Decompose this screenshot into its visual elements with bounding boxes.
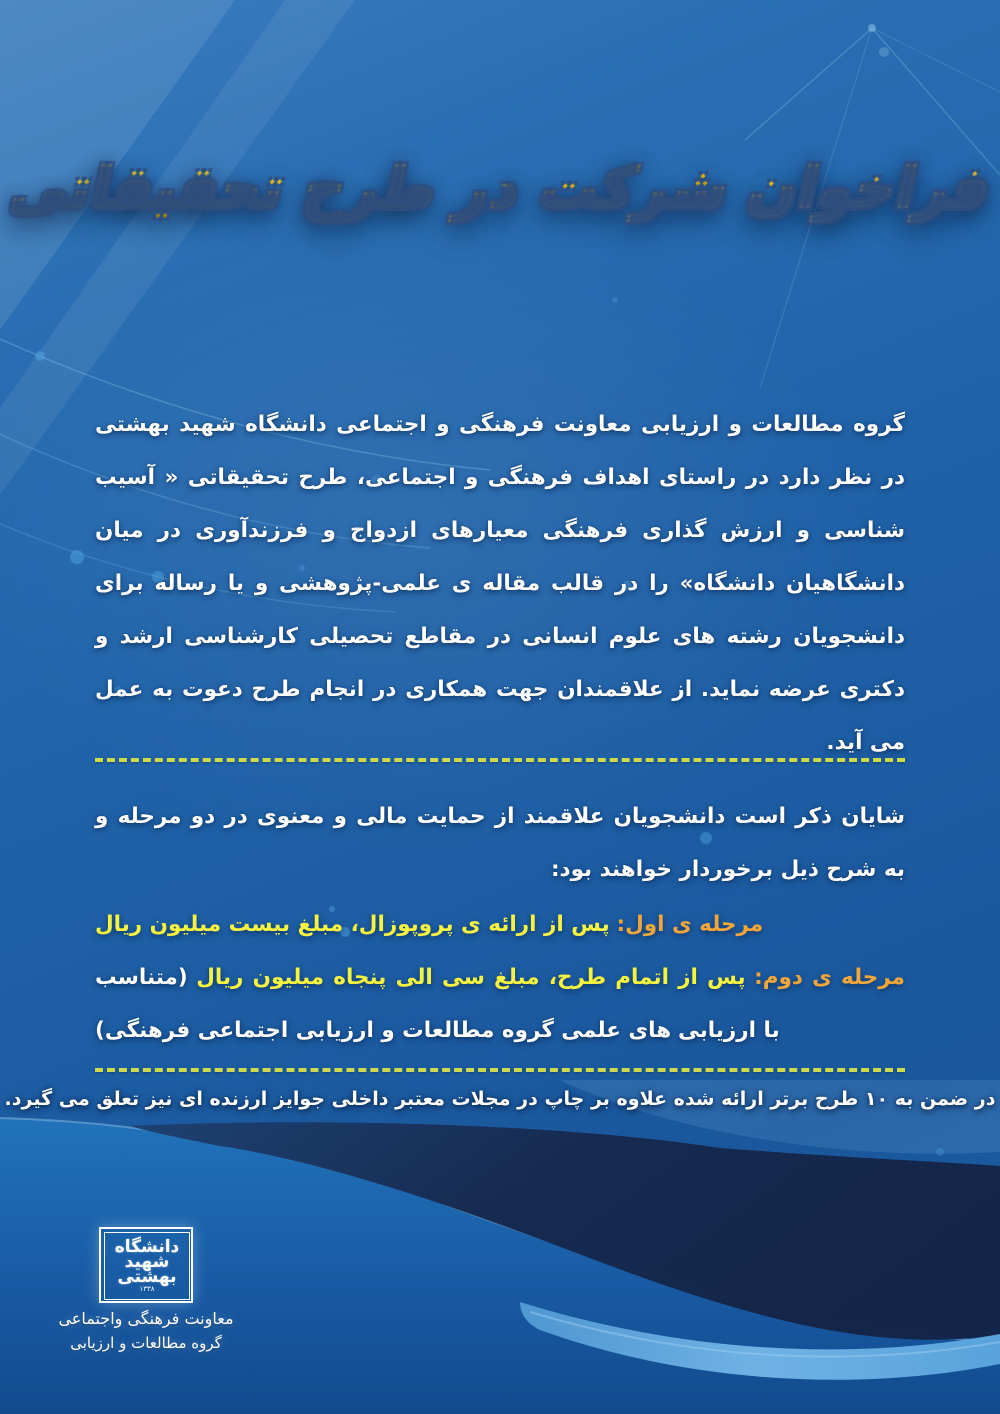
dashed-divider-top	[95, 758, 905, 762]
logo-calligraphy: دانشگاه شهید بهشتی	[114, 1236, 180, 1287]
stage-one-amount: پس از ارائه ی پروپوزال، مبلغ بیست میلیون ریال	[95, 912, 610, 937]
poster-title: فراخوان شرکت در طرح تحقیقاتی	[0, 88, 1000, 298]
intro-paragraph: گروه مطالعات و ارزیابی معاونت فرهنگی و اجتماعی دانشگاه شهید بهشتی در نظر دارد در راستای اهداف فرهنگی و اجتماعی، طرح تحقیقاتی « آسیب شناسی و ارزش گذاری فرهنگی معیارهای ازدواج و فرزندآوری در میان دانشگاهیان دانشگاه» را در قالب مقاله ی علمی-پژوهشی و یا رساله برای دانشجویان رشته های علوم انسانی در مقاطع تحصیلی کارشناسی ارشد و دکتری عرضه نماید. از علاقمندان جهت همکاری در انجام طرح دعوت به عمل می آید.	[95, 412, 905, 755]
university-logo	[99, 1227, 193, 1303]
stage-one-label: مرحله ی اول:	[616, 912, 764, 937]
award-note: در ضمن به ۱۰ طرح برتر ارائه شده علاوه بر چاپ در مجلات معتبر داخلی جوایز ارزنده ای نیز تعلق می گیرد.	[4, 1088, 996, 1110]
dashed-divider-bottom	[95, 1068, 905, 1072]
logo-year: ۱۳۳۸	[139, 1284, 155, 1293]
stage-two-label: مرحله ی دوم:	[754, 965, 905, 990]
support-note: شایان ذکر است دانشجویان علاقمند از حمایت مالی و معنوی در دو مرحله و به شرح ذیل برخوردار خواهند بود:	[95, 804, 905, 882]
stage-one-line	[95, 898, 905, 951]
funding-stages	[95, 898, 905, 1057]
department-caption	[31, 1306, 261, 1356]
stage-two-note-continuation: های علمی گروه مطالعات و ارزیابی اجتماعی فرهنگی)	[95, 1018, 672, 1043]
department-caption-line1: معاونت فرهنگی واجتماعی	[58, 1309, 234, 1328]
stage-two-note-open: (متناسب با ارزیابی	[95, 965, 780, 1043]
department-caption-line2: گروه مطالعات و ارزیابی	[70, 1334, 222, 1352]
stage-two-amount: پس از اتمام طرح، مبلغ سی الی پنجاه میلیون ریال	[196, 965, 746, 990]
stage-two-line	[95, 951, 905, 1057]
university-logo-frame	[104, 1232, 190, 1300]
